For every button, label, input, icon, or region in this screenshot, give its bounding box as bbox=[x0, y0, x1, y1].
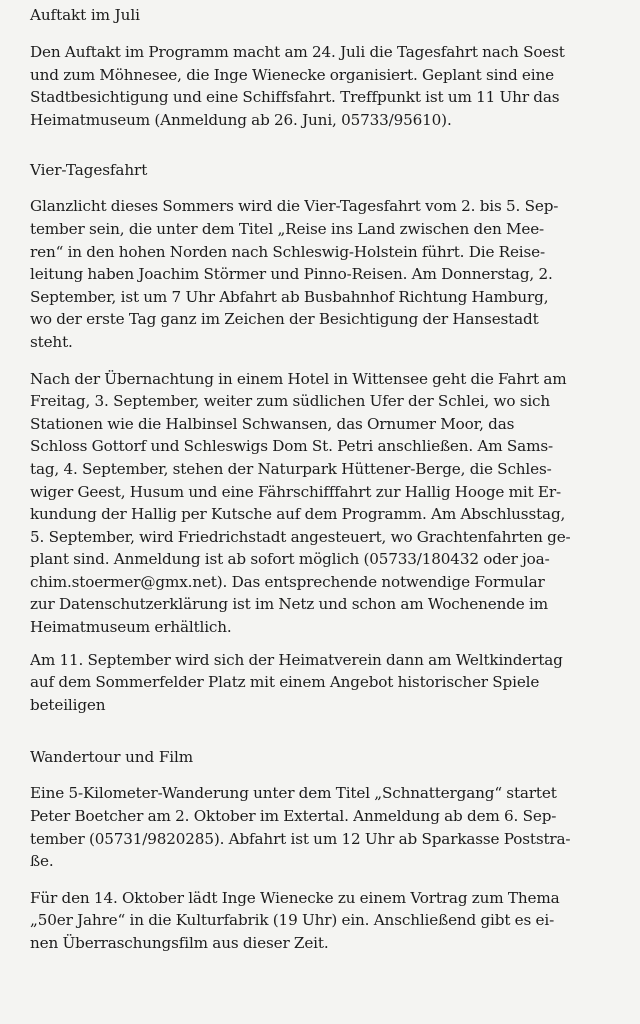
text-line: zur Datenschutzerklärung ist im Netz und schon am Wochenende im bbox=[30, 595, 548, 614]
text-line: Schloss Gottorf und Schleswigs Dom St. Petri anschließen. Am Sams- bbox=[30, 437, 553, 456]
text-line: Am 11. September wird sich der Heimatverein dann am Weltkindertag bbox=[30, 650, 563, 669]
text-line: kundung der Hallig per Kutsche auf dem Programm. Am Abschlusstag, bbox=[30, 505, 566, 524]
text-line: Stadtbesichtigung und eine Schiffsfahrt. Treffpunkt ist um 11 Uhr das bbox=[30, 88, 560, 107]
text-line: September, ist um 7 Uhr Abfahrt ab Busbahnhof Richtung Hamburg, bbox=[30, 287, 549, 306]
text-line: tember sein, die unter dem Titel „Reise ins Land zwischen den Mee- bbox=[30, 219, 545, 238]
text-line: Heimatmuseum (Anmeldung ab 26. Juni, 05733/95610). bbox=[30, 110, 452, 129]
text-line: und zum Möhnesee, die Inge Wienecke organisiert. Geplant sind eine bbox=[30, 65, 554, 84]
section-heading: Wandertour und Film bbox=[30, 748, 194, 767]
paragraph bbox=[30, 195, 606, 353]
text-line: wiger Geest, Husum und eine Fährschifffahrt zur Hallig Hooge mit Er- bbox=[30, 482, 561, 501]
text-line: auf dem Sommerfelder Platz mit einem Angebot historischer Spiele bbox=[30, 673, 540, 692]
text-line: 5. September, wird Friedrichstadt angesteuert, wo Grachtenfahrten ge- bbox=[30, 527, 571, 546]
text-line: Stationen wie die Halbinsel Schwansen, das Ornumer Moor, das bbox=[30, 414, 515, 433]
text-line: Peter Boetcher am 2. Oktober im Extertal. Anmeldung ab dem 6. Sep- bbox=[30, 807, 557, 826]
section-heading: Auftakt im Juli bbox=[30, 6, 140, 24]
section-heading: Vier-Tagesfahrt bbox=[30, 161, 148, 180]
text-line: Heimatmuseum erhältlich. bbox=[30, 618, 232, 637]
text-line: Nach der Übernachtung in einem Hotel in Wittensee geht die Fahrt am bbox=[30, 369, 567, 388]
text-line: ren“ in den hohen Norden nach Schleswig-Holstein führt. Die Reise- bbox=[30, 242, 545, 261]
paragraph bbox=[30, 887, 606, 955]
text-line: Freitag, 3. September, weiter zum südlichen Ufer der Schlei, wo sich bbox=[30, 392, 551, 411]
text-line: chim.stoermer@gmx.net). Das entsprechende notwendige Formular bbox=[30, 572, 545, 591]
text-line: Glanzlicht dieses Sommers wird die Vier-Tagesfahrt vom 2. bis 5. Sep- bbox=[30, 197, 559, 216]
text-line: steht. bbox=[30, 332, 73, 351]
text-line: Für den 14. Oktober lädt Inge Wienecke zu einem Vortrag zum Thema bbox=[30, 888, 560, 907]
text-line: tag, 4. September, stehen der Naturpark Hüttener-Berge, die Schles- bbox=[30, 459, 552, 478]
text-line: plant sind. Anmeldung ist ab sofort möglich (05733/180432 oder joa- bbox=[30, 550, 550, 569]
text-line: „50er Jahre“ in die Kulturfabrik (19 Uhr) ein. Anschließend gibt es ei- bbox=[30, 911, 555, 930]
paragraph bbox=[30, 368, 606, 639]
text-line: Den Auftakt im Programm macht am 24. Juli die Tagesfahrt nach Soest bbox=[30, 43, 565, 61]
paragraph bbox=[30, 649, 606, 717]
text-line: Eine 5-Kilometer-Wanderung unter dem Titel „Schnattergang“ startet bbox=[30, 784, 557, 803]
text-line: ße. bbox=[30, 852, 54, 871]
text-line: nen Überraschungsfilm aus dieser Zeit. bbox=[30, 934, 329, 952]
text-line: leitung haben Joachim Störmer und Pinno-Reisen. Am Donnerstag, 2. bbox=[30, 265, 553, 284]
paragraph bbox=[30, 782, 606, 872]
paragraph bbox=[30, 41, 606, 131]
text-line: wo der erste Tag ganz im Zeichen der Besichtigung der Hansestadt bbox=[30, 310, 539, 329]
text-line: beteiligen bbox=[30, 695, 106, 714]
text-line: tember (05731/9820285). Abfahrt ist um 12 Uhr ab Sparkasse Poststra- bbox=[30, 829, 571, 848]
